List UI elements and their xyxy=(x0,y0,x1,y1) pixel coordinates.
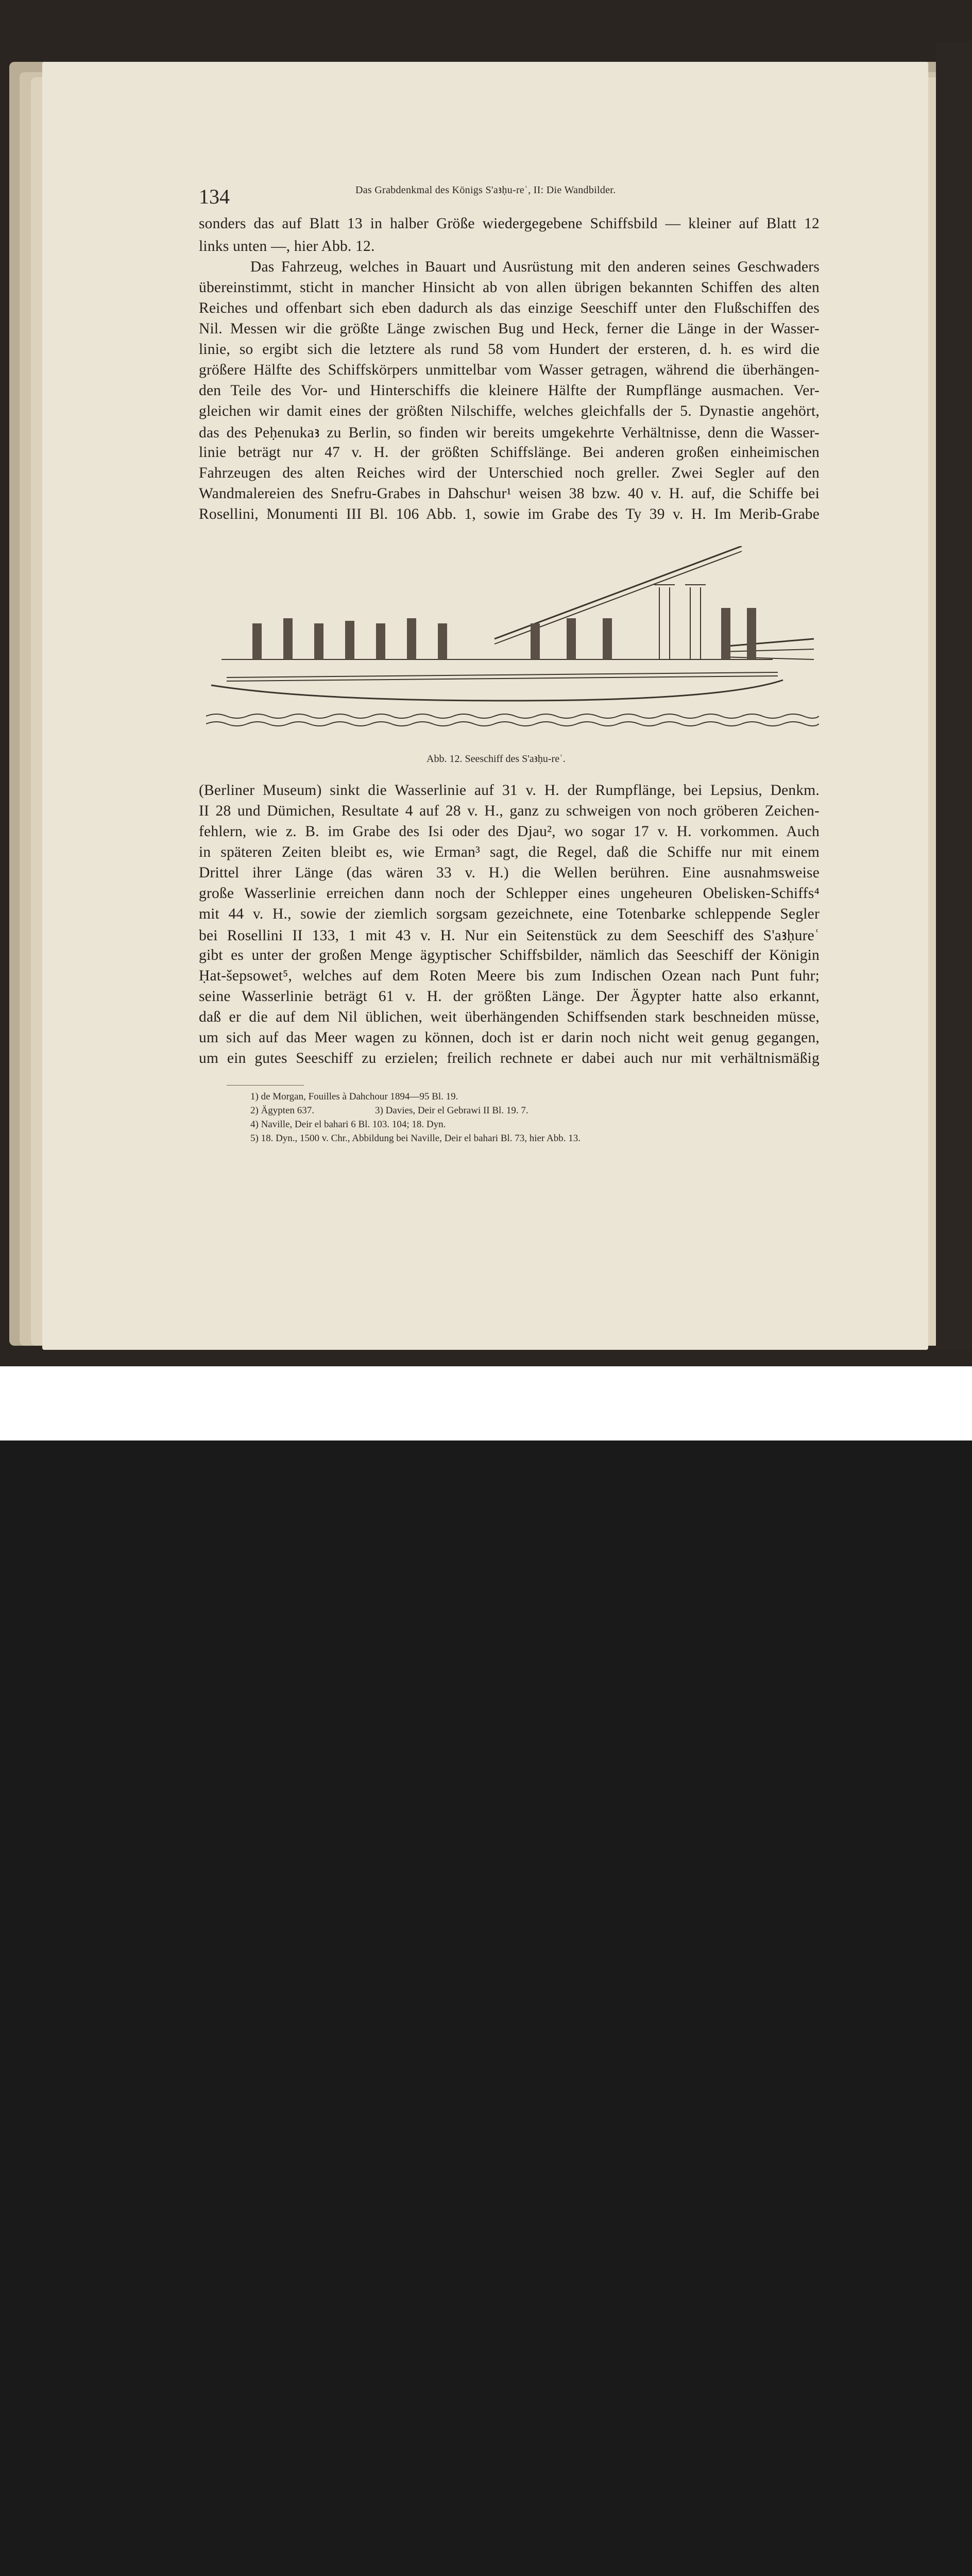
text-line: (Berliner Museum) sinkt die Wasserlinie auf 31 v. H. der Rumpflänge, bei Lepsius, Denkm. xyxy=(199,782,820,799)
text-line: Reiches und offenbart sich eben dadurch als das einzige Seeschiff unter den Flußschiffen des xyxy=(199,300,820,316)
text-line: linie, so ergibt sich die letztere als rund 58 vom Hundert der ersteren, d. h. es wird die xyxy=(199,341,820,358)
text-line: Rosellini, Monumenti III Bl. 106 Abb. 1, sowie im Grabe des Ty 39 v. H. Im Merib-Grabe xyxy=(199,506,820,522)
text-line: daß er die auf dem Nil üblichen, weit überhängenden Schiffsenden stark beschneiden müsse, xyxy=(199,1009,820,1025)
text-line: gibt es unter der großen Menge ägyptischer Schiffsbilder, nämlich das Seeschiff der Königin xyxy=(199,947,820,963)
book-spine xyxy=(936,41,972,1350)
footer-bar xyxy=(0,1366,972,1440)
figure-caption: Abb. 12. Seeschiff des S'aꜣḥu-reʿ. xyxy=(427,753,566,765)
text-line: Fahrzeugen des alten Reiches wird der Unterschied noch greller. Zwei Segler auf den xyxy=(199,465,820,481)
footnote: 5) 18. Dyn., 1500 v. Chr., Abbildung bei Naville, Deir el bahari Bl. 73, hier Abb. 13. xyxy=(250,1133,581,1144)
text-line: Das Fahrzeug, welches in Bauart und Ausrüstung mit den anderen seines Geschwaders xyxy=(250,259,820,275)
text-line: Nil. Messen wir die größte Länge zwischen Bug und Heck, ferner die Länge in der Wasser- xyxy=(199,320,820,337)
footnote: 4) Naville, Deir el bahari 6 Bl. 103. 104; 18. Dyn. xyxy=(250,1119,446,1130)
text-line: in späteren Zeiten bleibt es, wie Erman³ sagt, die Regel, daß die Schiffe nur mit einem xyxy=(199,844,820,860)
footnote-divider xyxy=(227,1085,304,1086)
text-line: große Wasserlinie erreichen dann noch der Schlepper eines ungeheuren Obelisken-Schiffs⁴ xyxy=(199,885,820,902)
text-line: Wandmalereien des Snefru-Grabes in Dahschur¹ weisen 38 bzw. 40 v. H. auf, die Schiffe bei xyxy=(199,485,820,502)
text-line: linie beträgt nur 47 v. H. der größten Schiffslänge. Bei anderen großen einheimischen xyxy=(199,444,820,461)
text-line: II 28 und Dümichen, Resultate 4 auf 28 v. H., ganz zu schweigen von noch gröberen Zeichen- xyxy=(199,803,820,819)
text-line: um ein gutes Seeschiff zu erzielen; freilich rechnete er dabei auch nur mit verhältnismäßig xyxy=(199,1050,820,1066)
text-line: Ḥat-šepsowet⁵, welches auf dem Roten Meere bis zum Indischen Ozean nach Punt fuhr; xyxy=(199,968,820,984)
ship-illustration xyxy=(206,546,819,742)
text-line: Drittel ihrer Länge (das wären 33 v. H.) die Wellen berühren. Eine ausnahmsweise xyxy=(199,865,820,881)
text-line: fehlern, wie z. B. im Grabe des Isi oder des Djau², wo sogar 17 v. H. vorkommen. Auch xyxy=(199,823,820,840)
text-line: mit 44 v. H., sowie der ziemlich sorgsam gezeichnete, eine Totenbarke schleppende Segler xyxy=(199,906,820,922)
text-line: übereinstimmt, sticht in mancher Hinsicht ab von allen übrigen bekannten Schiffen des alten xyxy=(199,279,820,296)
page-number: 134 xyxy=(199,185,230,208)
text-line: bei Rosellini II 133, 1 mit 43 v. H. Nur ein Seitenstück zu dem Seeschiff des S'aꜣḥureʿ xyxy=(199,927,820,944)
running-header: Das Grabdenkmal des Königs S'aꜣḥu-reʿ, II: Die Wandbilder. xyxy=(355,184,616,196)
text-line: seine Wasserlinie beträgt 61 v. H. der größten Länge. Der Ägypter hatte also erkannt, xyxy=(199,988,820,1005)
text-line: um sich auf das Meer wagen zu können, doch ist er darin noch nicht weit genug gegangen, xyxy=(199,1029,820,1046)
footnote: 3) Davies, Deir el Gebrawi II Bl. 19. 7. xyxy=(375,1105,528,1116)
footnote: 2) Ägypten 637. xyxy=(250,1105,315,1116)
text-line: das des Peḥenukaꜣ zu Berlin, so finden wir bereits umgekehrte Verhältnisse, denn die Wasser- xyxy=(199,425,820,441)
text-line: links unten —, hier Abb. 12. xyxy=(199,238,375,255)
footnote: 1) de Morgan, Fouilles à Dahchour 1894—95 Bl. 19. xyxy=(250,1091,458,1102)
text-line: den Teile des Vor- und Hinterschiffs die kleinere Hälfte der Rumpflänge ausmachen. Ver- xyxy=(199,382,820,399)
text-line: gleichen wir damit eines der größten Nilschiffe, welches gleichfalls der 5. Dynastie angehört, xyxy=(199,403,820,419)
text-line: größere Hälfte des Schiffskörpers unmittelbar vom Wasser getragen, während die überhängen- xyxy=(199,362,820,378)
text-line: sonders das auf Blatt 13 in halber Größe wiedergegebene Schiffsbild — kleiner auf Blatt 12 xyxy=(199,215,820,232)
